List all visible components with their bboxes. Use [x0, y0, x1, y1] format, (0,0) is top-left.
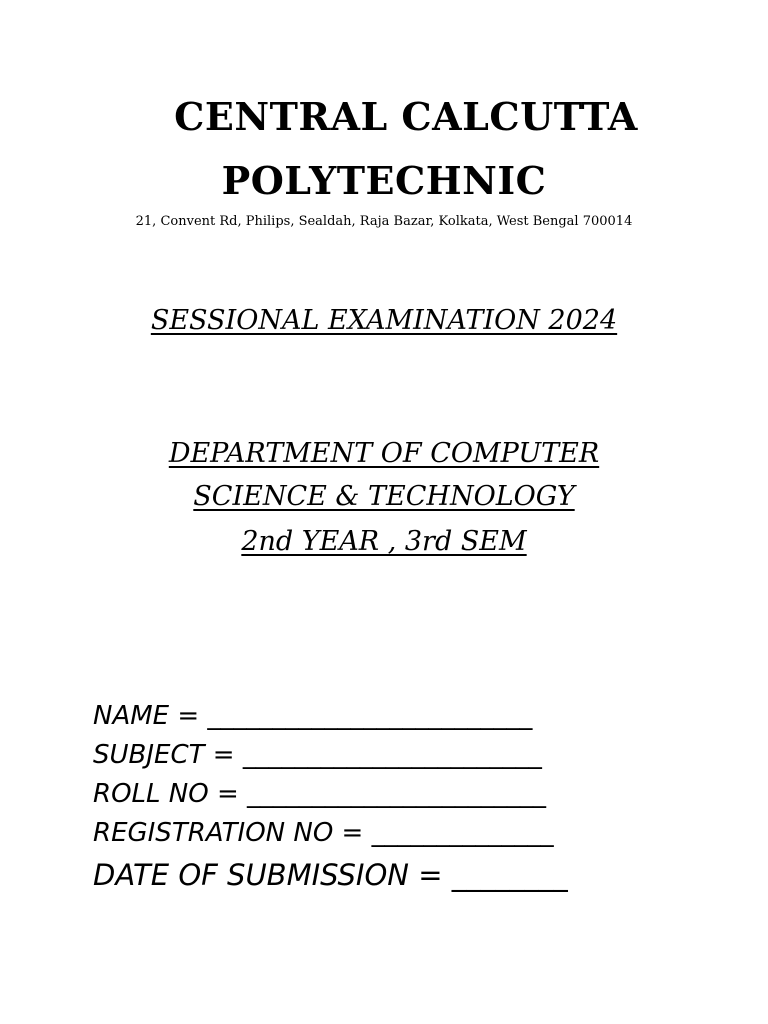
institution-address: 21, Convent Rd, Philips, Sealdah, Raja Bazar, Kolkata, West Bengal 700014	[135, 214, 633, 229]
institution-title-line-1: CENTRAL CALCUTTA	[174, 94, 638, 139]
date-of-submission-field: DATE OF SUBMISSION = ________	[93, 858, 568, 892]
name-field: NAME = _________________________	[93, 701, 533, 731]
year-semester: 2nd YEAR , 3rd SEM	[241, 526, 527, 557]
exam-title: SESSIONAL EXAMINATION 2024	[150, 305, 618, 336]
department-line-2: SCIENCE & TECHNOLOGY	[193, 481, 575, 512]
roll-no-field: ROLL NO = _______________________	[93, 779, 546, 809]
institution-title-line-2: POLYTECHNIC	[221, 158, 547, 203]
registration-no-field: REGISTRATION NO = ______________	[93, 818, 554, 848]
department-line-1: DEPARTMENT OF COMPUTER	[168, 438, 600, 469]
subject-field: SUBJECT = _______________________	[93, 740, 542, 770]
